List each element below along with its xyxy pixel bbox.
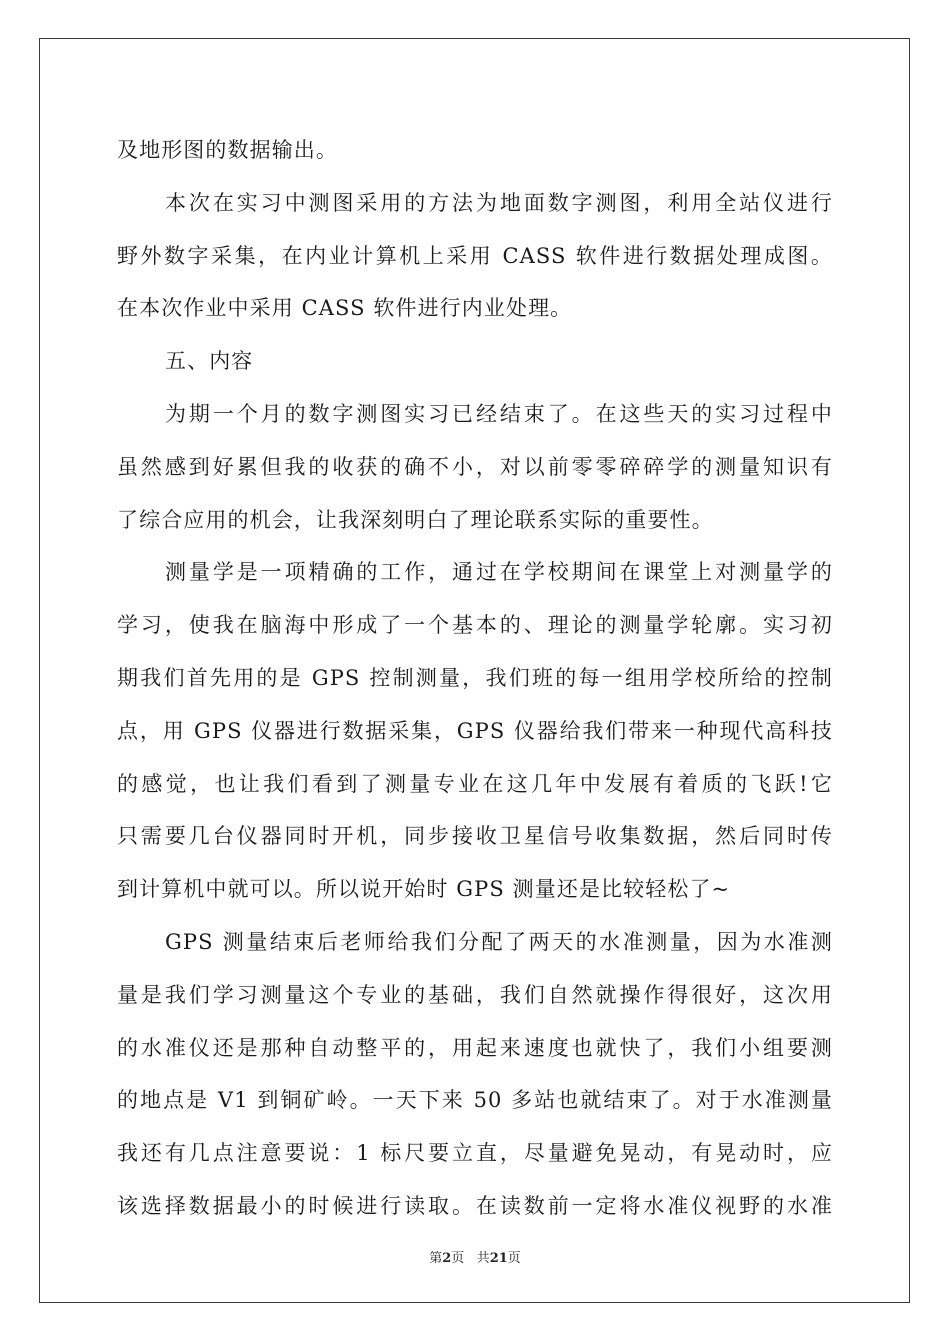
total-suffix: 页 <box>507 1251 521 1266</box>
text-line: 虽然感到好累但我的收获的确不小，对以前零零碎碎学的测量知识有 <box>117 454 833 479</box>
page-footer <box>0 1247 950 1266</box>
text-line: 了综合应用的机会，让我深刻明白了理论联系实际的重要性。 <box>117 507 714 532</box>
text-line: 的地点是 V1 到铜矿岭。一天下来 50 多站也就结束了。对于水准测量 <box>117 1088 833 1113</box>
document-body <box>117 124 833 1233</box>
page-number: 2 <box>442 1251 452 1266</box>
page-prefix: 第 <box>429 1251 443 1266</box>
text-line: 到计算机中就可以。所以说开始时 GPS 测量还是比较轻松了~ <box>117 877 731 902</box>
text-line: 的感觉，也让我们看到了测量专业在这几年中发展有着质的飞跃!它 <box>117 771 833 796</box>
text-line: 学习，使我在脑海中形成了一个基本的、理论的测量学轮廓。实习初 <box>117 613 833 638</box>
text-line: 点，用 GPS 仪器进行数据采集，GPS 仪器给我们带来一种现代高科技 <box>117 718 833 743</box>
text-line: GPS 测量结束后老师给我们分配了两天的水准测量，因为水准测 <box>165 929 833 954</box>
text-line: 本次在实习中测图采用的方法为地面数字测图，利用全站仪进行 <box>165 190 833 215</box>
text-line: 我还有几点注意要说：1 标尺要立直，尽量避免晃动，有晃动时，应 <box>117 1141 833 1166</box>
section-heading: 五、内容 <box>165 349 254 374</box>
total-pages: 21 <box>489 1251 508 1266</box>
text-line: 在本次作业中采用 CASS 软件进行内业处理。 <box>117 296 573 321</box>
text-line: 的水准仪还是那种自动整平的，用起来速度也就快了，我们小组要测 <box>117 1035 833 1060</box>
total-prefix: 共 <box>476 1251 490 1266</box>
text-line: 量是我们学习测量这个专业的基础，我们自然就操作得很好，这次用 <box>117 982 833 1007</box>
text-line: 野外数字采集，在内业计算机上采用 CASS 软件进行数据处理成图。 <box>117 243 833 268</box>
text-line: 及地形图的数据输出。 <box>117 138 338 162</box>
text-line: 该选择数据最小的时候进行读取。在读数前一定将水准仪视野的水准 <box>117 1193 833 1218</box>
text-line: 只需要几台仪器同时开机，同步接收卫星信号收集数据，然后同时传 <box>117 824 833 849</box>
text-line: 为期一个月的数字测图实习已经结束了。在这些天的实习过程中 <box>165 401 833 426</box>
text-line: 测量学是一项精确的工作，通过在学校期间在课堂上对测量学的 <box>165 560 833 585</box>
text-line: 期我们首先用的是 GPS 控制测量，我们班的每一组用学校所给的控制 <box>117 665 833 690</box>
page-suffix: 页 <box>451 1251 465 1266</box>
